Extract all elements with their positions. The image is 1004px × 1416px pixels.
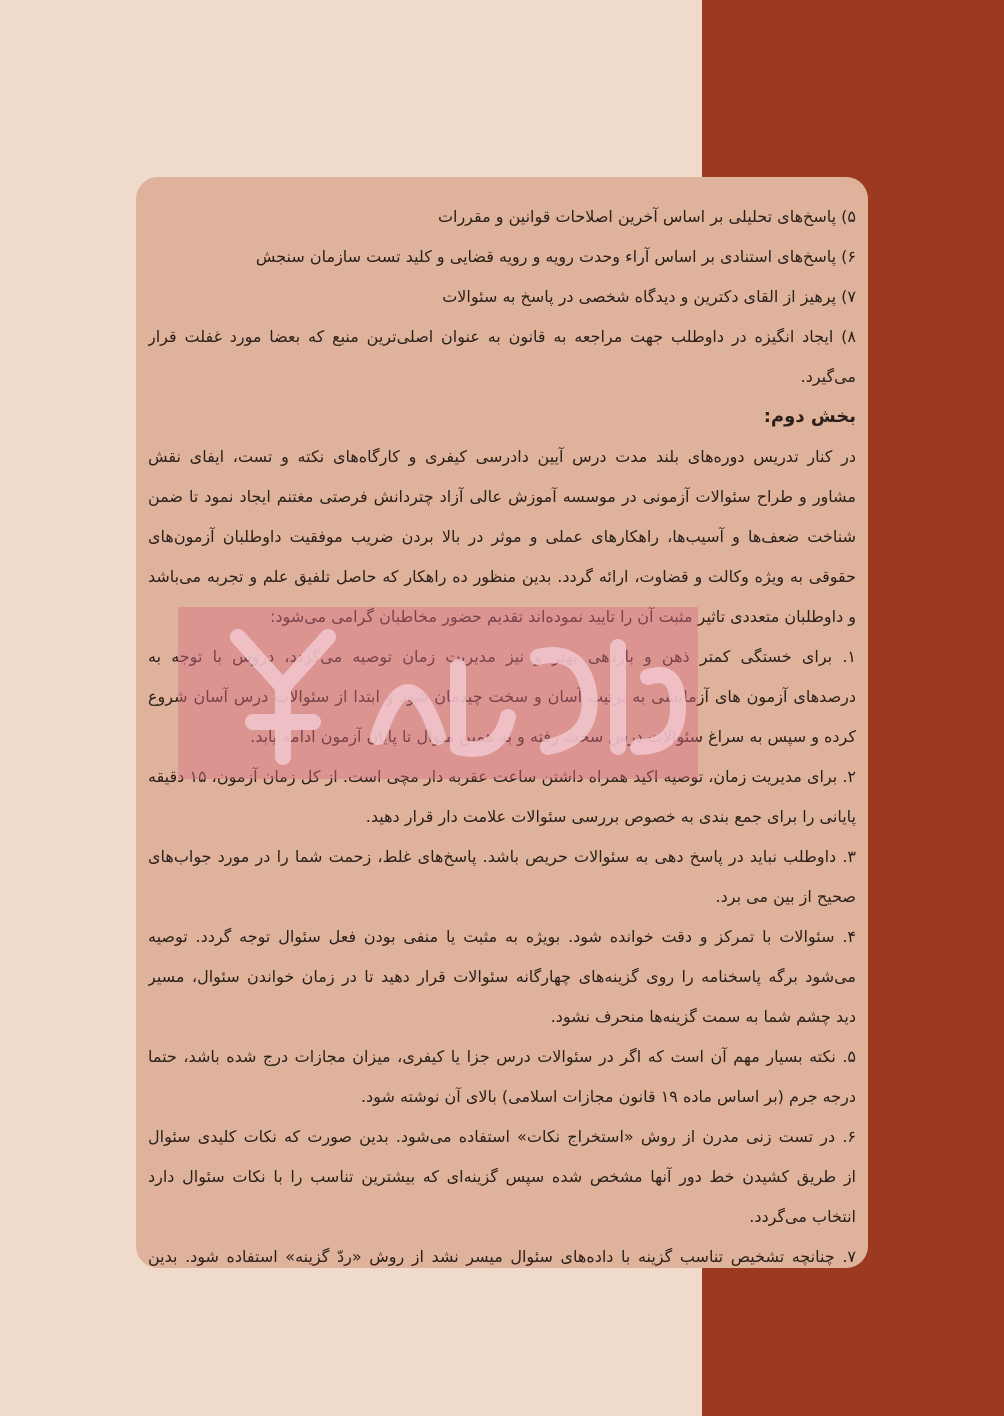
text-line: حقوقی به ویژه وکالت و قضاوت، ارائه گردد. بدین منظور ده راهکار که حاصل تلفیق علم و تجربه می‌باشد xyxy=(148,567,856,586)
list-item-5 xyxy=(148,197,856,237)
text-line: شناخت ضعف‌ها و آسیب‌ها، راهکارهای عملی و موثر در بالا بردن ضریب موفقیت داوطلبان آزمون‌های xyxy=(148,527,856,546)
intro-paragraph xyxy=(148,437,856,637)
text-line: درصدهای آزمون های آزمایشی به ترتیب آسان و سخت چیدمان شود و ابتدا از سئوالات درس آسان شروع xyxy=(148,687,856,706)
tip-item-1 xyxy=(148,637,856,757)
text-line: ۸) ایجاد انگیزه در داوطلب جهت مراجعه به قانون به عنوان اصلی‌ترین منبع که بعضا مورد غفلت قرار xyxy=(148,327,856,346)
tip-item-7 xyxy=(148,1237,856,1268)
text-line: ۴. سئوالات با تمرکز و دقت خوانده شود. بویژه به مثبت یا منفی بودن فعل سئوال توجه گردد. توصیه xyxy=(148,927,856,946)
text-line: ۶. در تست زنی مدرن از روش «استخراج نکات» استفاده می‌شود. بدین صورت که نکات کلیدی سئوال xyxy=(148,1127,856,1146)
tip-item-5 xyxy=(148,1037,856,1117)
text-line: ۵) پاسخ‌های تحلیلی بر اساس آخرین اصلاحات قوانین و مقررات xyxy=(437,207,856,226)
text-line: کرده و سپس به سراغ سئوالات درس سخت رفته و به همین منوال تا پایان آزمون ادامه یابد. xyxy=(250,727,856,746)
text-line: پایانی را برای جمع بندی به خصوص بررسی سئوالات علامت دار قرار دهید. xyxy=(365,807,856,826)
text-line: انتخاب می‌گردد. xyxy=(749,1207,856,1226)
tip-item-2 xyxy=(148,757,856,837)
tip-item-3 xyxy=(148,837,856,917)
text-line: و داوطلبان متعددی تاثیر مثبت آن را تایید نموده‌اند تقدیم حضور مخاطبان گرامی می‌شود: xyxy=(270,607,856,626)
text-line: ۷) پرهیز از القای دکترین و دیدگاه شخصی در پاسخ به سئوالات xyxy=(442,287,856,306)
list-item-7 xyxy=(148,277,856,317)
text-line: ۶) پاسخ‌های استنادی بر اساس آراء وحدت رویه و رویه قضایی و کلید تست سازمان سنجش xyxy=(255,247,856,266)
numbered-list-part-1 xyxy=(148,197,856,397)
text-line: ۱. برای خستگی کمتر ذهن و بازدهی بهتر و نیز مدیریت زمان توصیه می‌گردد، دروس با توجه به xyxy=(148,647,856,666)
tip-item-6 xyxy=(148,1117,856,1237)
section-heading: بخش دوم: xyxy=(763,406,856,427)
text-line: مشاور و طراح سئوالات آزمونی در موسسه آموزش عالی آزاد چتردانش فرصتی مغتنم ایجاد نمود تا ضمن xyxy=(148,487,856,506)
list-item-6 xyxy=(148,237,856,277)
text-line: از طریق کشیدن خط دور آنها مشخص شده سپس گزینه‌ای که بیشترین تناسب را با نکات سئوال دارد xyxy=(148,1167,856,1186)
text-line: ۲. برای مدیریت زمان، توصیه اکید همراه داشتن ساعت عقربه دار مچی است. از کل زمان آزمون، ۱۵ دقیقه xyxy=(148,767,856,786)
text-line: در کنار تدریس دوره‌های بلند مدت درس آیین دادرسی کیفری و کارگاه‌های نکته و تست، ایفای نقش xyxy=(148,447,856,466)
text-line: صحیح از بین می برد. xyxy=(715,887,856,906)
text-line: ۳. داوطلب نباید در پاسخ دهی به سئوالات حریص باشد. پاسخ‌های غلط، زحمت شما را در مورد جواب‌های xyxy=(148,847,856,866)
text-line: ۷. چنانچه تشخیص تناسب گزینه با داده‌های سئوال میسر نشد از روش «ردّ گزینه» استفاده شود. بدین xyxy=(148,1247,856,1266)
content-card xyxy=(136,177,868,1268)
text-line: ۵. نکته بسیار مهم آن است که اگر در سئوالات درس جزا یا کیفری، میزان مجازات درج شده باشد، حتما xyxy=(148,1047,856,1066)
list-item-8 xyxy=(148,317,856,397)
tip-item-4 xyxy=(148,917,856,1037)
text-line: درجه جرم (بر اساس ماده ۱۹ قانون مجازات اسلامی) بالای آن نوشته شود. xyxy=(360,1087,856,1106)
tips-list xyxy=(148,637,856,1268)
text-line: می‌شود برگه پاسخنامه را روی گزینه‌های چهارگانه سئوالات قرار دهید تا در زمان خواندن سئوال، مسیر xyxy=(148,967,856,986)
text-line: می‌گیرد. xyxy=(800,367,856,386)
text-line: دید چشم شما به سمت گزینه‌ها منحرف نشود. xyxy=(550,1007,856,1026)
